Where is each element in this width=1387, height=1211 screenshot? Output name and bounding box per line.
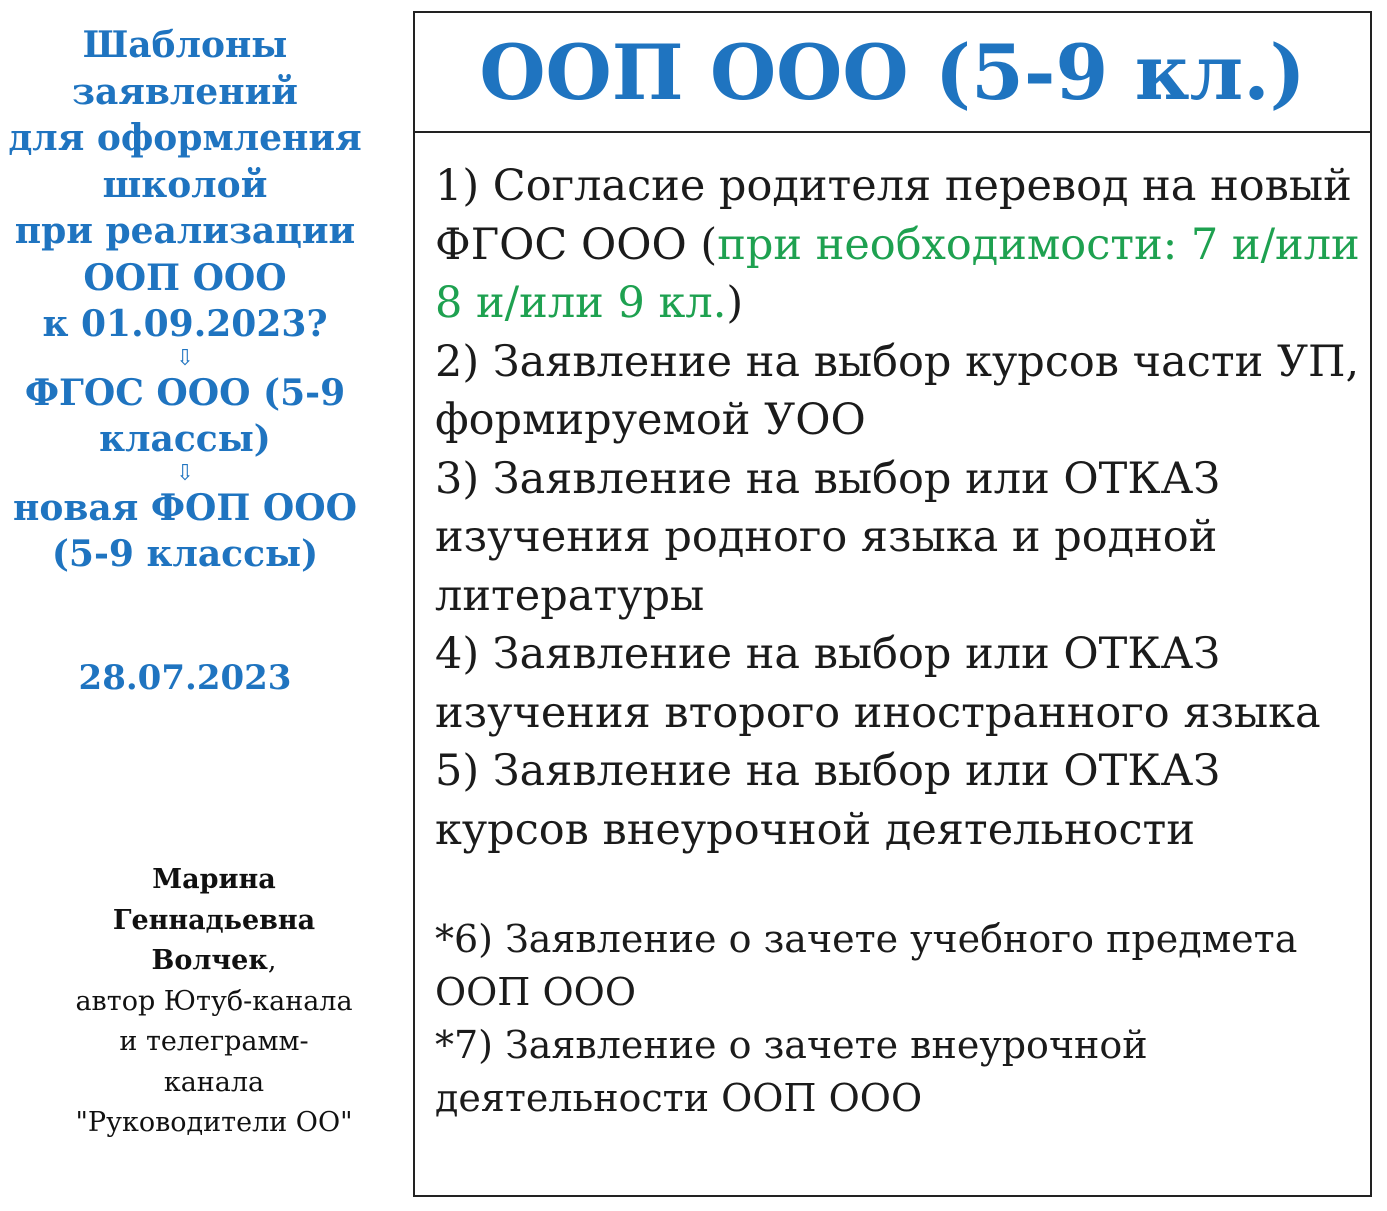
item-1-text: ) <box>726 278 744 328</box>
heading-line: школой <box>102 163 268 206</box>
arrow-down-icon: ⇩ <box>175 345 195 371</box>
program-line: (5-9 классы) <box>51 533 319 575</box>
heading-line: для оформления <box>8 117 362 159</box>
author-block <box>0 860 428 1144</box>
author-role-line: канала <box>163 1066 265 1098</box>
date-label: 28.07.2023 <box>78 658 292 698</box>
item-1-note: при необходимости: 7 и/или <box>717 219 1360 270</box>
author-name-line: Марина <box>152 864 276 895</box>
item-3-line: изучения родного языка и родной <box>435 512 1218 562</box>
document-box <box>413 11 1372 1197</box>
left-panel <box>0 0 370 1211</box>
item-1-line <box>435 216 1365 275</box>
item-1-text: ФГОС ООО ( <box>435 219 718 270</box>
optional-items <box>435 913 1365 1125</box>
heading-line: ООП ООО <box>83 256 287 299</box>
item-7-line: деятельности ООП ООО <box>435 1076 923 1120</box>
item-1-note: 8 и/или 9 кл. <box>435 278 727 328</box>
item-1-line: 1) Согласие родителя перевод на новый <box>435 161 1352 211</box>
author-surname: Волчек <box>151 945 268 976</box>
item-7-line: *7) Заявление о зачете внеурочной <box>435 1023 1148 1067</box>
item-4-line: изучения второго иностранного языка <box>435 687 1321 738</box>
item-6-line: *6) Заявление о зачете учебного предмета <box>435 917 1298 961</box>
heading-line: заявлений <box>72 70 298 113</box>
program-line: новая ФОП ООО <box>13 486 357 529</box>
item-6-line: ООП ООО <box>435 970 636 1014</box>
item-4-line: 4) Заявление на выбор или ОТКАЗ <box>435 629 1221 679</box>
document-title: ООП ООО (5-9 кл.) <box>415 13 1370 133</box>
arrow-down-icon: ⇩ <box>175 460 195 486</box>
document-items <box>435 157 1365 859</box>
heading-line: Шаблоны <box>82 24 288 66</box>
author-name-last-line <box>0 941 428 982</box>
standard-line: ФГОС ООО (5-9 <box>24 371 346 414</box>
item-1-line <box>435 274 1365 333</box>
author-comma: , <box>267 945 277 976</box>
author-name-line: Геннадьевна <box>112 904 316 936</box>
item-3-line: 3) Заявление на выбор или ОТКАЗ <box>435 453 1221 504</box>
item-2-line: формируемой УОО <box>435 395 866 445</box>
author-role-line: "Руководители ОО" <box>75 1107 353 1138</box>
heading-line: при реализации <box>14 210 356 252</box>
item-5-line: курсов внеурочной деятельности <box>435 804 1195 855</box>
heading-line: к 01.09.2023? <box>42 303 328 345</box>
item-2-line: 2) Заявление на выбор курсов части УП, <box>435 336 1360 387</box>
left-heading <box>0 22 370 578</box>
item-5-line: 5) Заявление на выбор или ОТКАЗ <box>435 746 1221 796</box>
author-role-line: и телеграмм- <box>119 1026 309 1057</box>
standard-line: классы) <box>99 418 271 460</box>
author-role-line: автор Ютуб-канала <box>75 985 353 1017</box>
item-3-line: литературы <box>435 570 705 621</box>
